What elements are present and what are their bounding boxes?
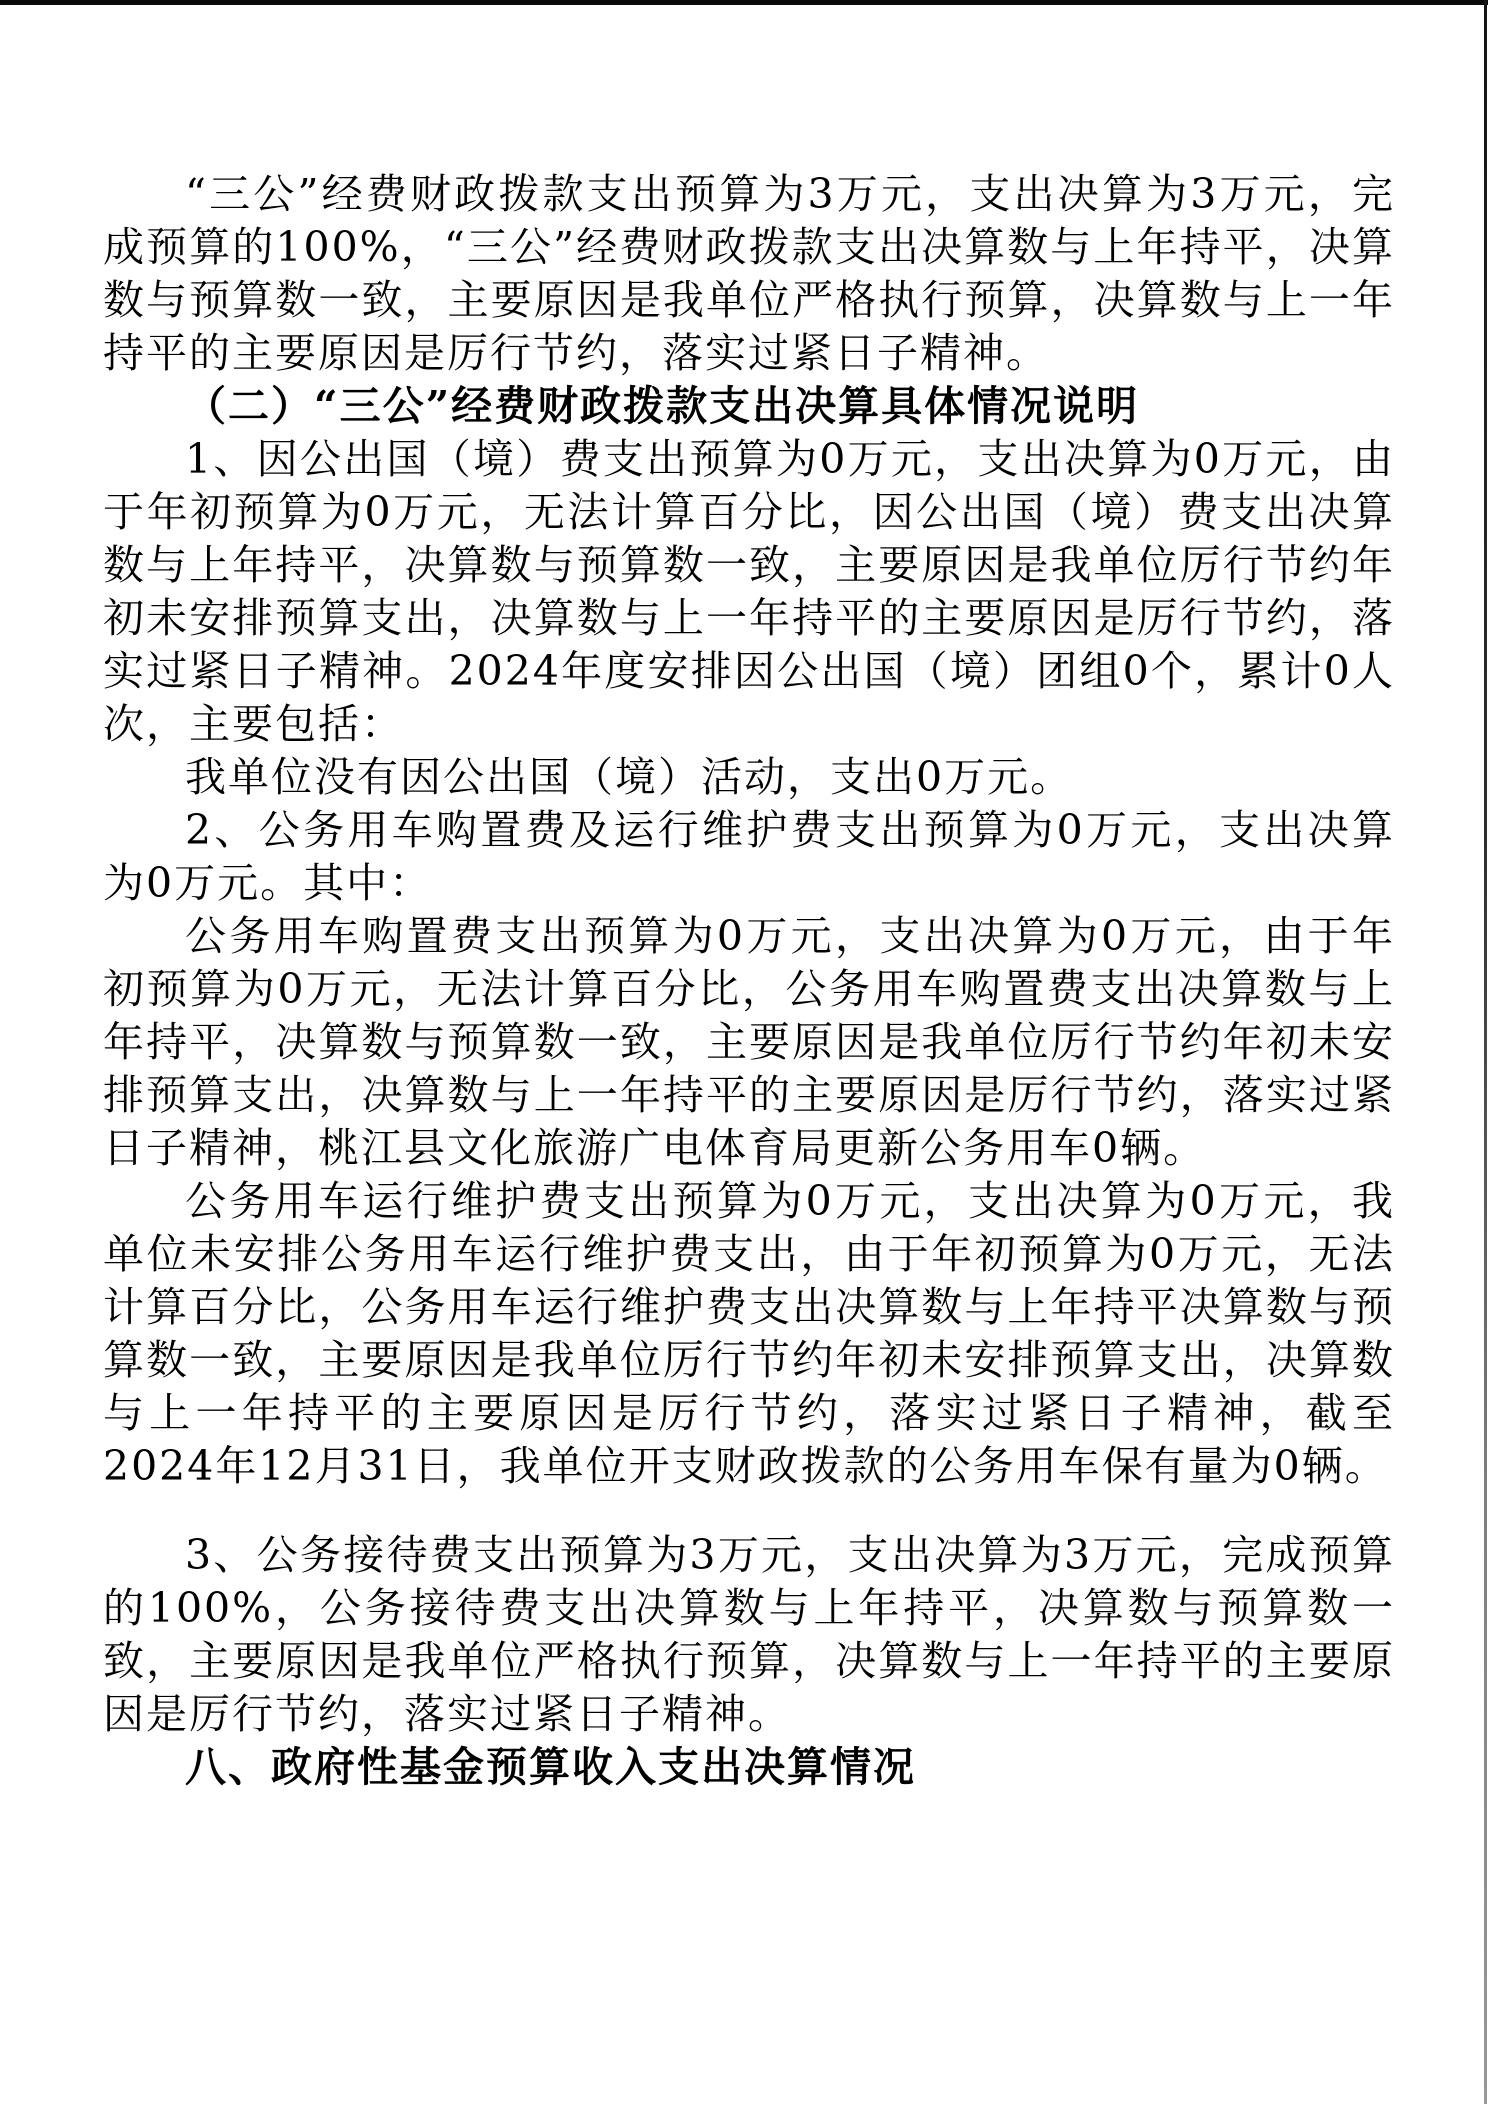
document-body [103,168,1395,1794]
para-vehicle-maintenance: 公务用车运行维护费支出预算为0万元，支出决算为0万元，我单位未安排公务用车运行维护费支出，由于年初预算为0万元，无法计算百分比，公务用车运行维护费支出决算数与上年持平决算数与预算数一致，主要原因是我单位厉行节约年初未安排预算支出，决算数与上一年持平的主要原因是厉行节约，落实过紧日子精神，截至2024年12月31日，我单位开支财政拨款的公务用车保有量为0辆。 [103,1177,1395,1490]
para-vehicle-purchase: 公务用车购置费支出预算为0万元，支出决算为0万元，由于年初预算为0万元，无法计算百分比，公务用车购置费支出决算数与上年持平，决算数与预算数一致，主要原因是我单位厉行节约年初未安排预算支出，决算数与上一年持平的主要原因是厉行节约，落实过紧日子精神，桃江县文化旅游广电体育局更新公务用车0辆。 [103,912,1395,1172]
para-abroad-expense: 1、因公出国（境）费支出预算为0万元，支出决算为0万元，由于年初预算为0万元，无法计算百分比，因公出国（境）费支出决算数与上年持平，决算数与预算数一致，主要原因是我单位厉行节约年初未安排预算支出，决算数与上一年持平的主要原因是厉行节约，落实过紧日子精神。2024年度安排因公出国（境）团组0个，累计0人次，主要包括： [103,435,1395,748]
paragraph-gap [103,1493,1395,1529]
scan-top-edge-bar [0,0,1488,5]
para-sangong-overview: “三公”经费财政拨款支出预算为3万元，支出决算为3万元，完成预算的100%，“三公”经费财政拨款支出决算数与上年持平，决算数与预算数一致，主要原因是我单位严格执行预算，决算数与上一年持平的主要原因是厉行节约，落实过紧日子精神。 [103,170,1395,377]
scan-right-edge-line [1484,0,1487,2104]
heading-section-eight: 八、政府性基金预算收入支出决算情况 [185,1743,916,1791]
heading-section-two: （二）“三公”经费财政拨款支出决算具体情况说明 [185,382,1140,430]
para-vehicle-total: 2、公务用车购置费及运行维护费支出预算为0万元，支出决算为0万元。其中： [103,806,1395,907]
para-official-reception: 3、公务接待费支出预算为3万元，支出决算为3万元，完成预算的100%，公务接待费支出决算数与上年持平，决算数与预算数一致，主要原因是我单位严格执行预算，决算数与上一年持平的主要原因是厉行节约，落实过紧日子精神。 [103,1531,1395,1738]
para-no-abroad-activity: 我单位没有因公出国（境）活动，支出0万元。 [185,753,1074,801]
